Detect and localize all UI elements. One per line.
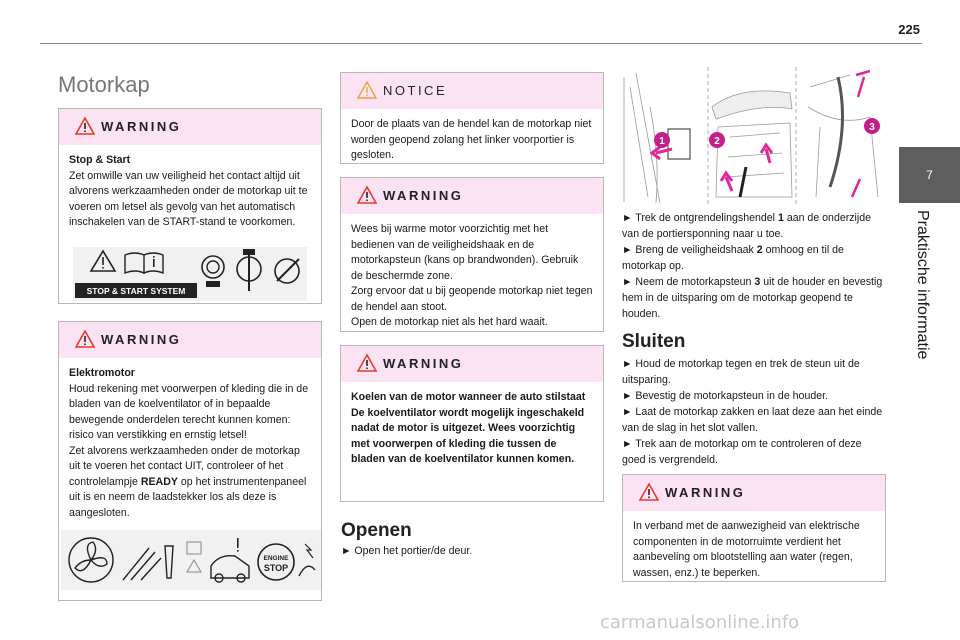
sluiten-steps: [622, 356, 886, 468]
warning-header: [341, 178, 603, 214]
chapter-tab[interactable]: 7: [899, 147, 960, 203]
warning-icon: [357, 186, 377, 204]
warning-box-hot-engine: [340, 177, 604, 332]
warning-text: Wees bij warme motor voorzichtig met het bedienen van de veiligheidshaak en de motorkapsteun (kans op brandwonden). Gebruik de beschermde zone. Zorg ervoor dat u bij geopende motorkap niet tegen de hendel aan stoot. Open de motorkap niet als het hard waait.: [351, 223, 593, 328]
callout-2: 2: [714, 136, 720, 147]
openen-step: ► Open het portier/de deur.: [341, 545, 473, 557]
hood-opening-drawing: [620, 67, 884, 207]
electric-motor-icon-strip: [61, 530, 321, 590]
notice-header: [341, 73, 603, 109]
engine-stop-line1: ENGINE: [263, 555, 289, 562]
sluiten-step: ► Trek aan de motorkap om te controleren of deze goed is vergrendeld.: [622, 438, 862, 466]
warning-text: In verband met de aanwezigheid van elektrische componenten in de motorruimte verdient het aanbeveling om blootstelling aan water (regen, wassen, enz.) te beperken.: [633, 520, 860, 579]
warning-icon: [75, 330, 95, 348]
warning-header: [623, 475, 885, 511]
warning-icon: [357, 354, 377, 372]
warning-icon: [639, 483, 659, 501]
opening-step-1: ► Trek de ontgrendelingshendel 1 aan de onderzijde van de portiersponning naar u toe.: [622, 212, 872, 240]
electric-motor-pictograms: [61, 530, 321, 590]
warning-header: [59, 109, 321, 145]
stop-start-icon-strip: [73, 247, 307, 301]
warning-label: WARNING: [101, 332, 182, 347]
openen-steps: [341, 543, 603, 559]
warning-icon: [75, 117, 95, 135]
warning-heading: Stop & Start: [69, 154, 131, 166]
warning-label: WARNING: [101, 119, 182, 134]
warning-label: WARNING: [383, 188, 464, 203]
warning-label: WARNING: [383, 356, 464, 371]
notice-icon: [357, 81, 377, 99]
footer-watermark[interactable]: carmanualsonline.info: [600, 612, 800, 633]
chapter-title: Praktische informatie: [914, 210, 931, 360]
stop-start-badge: STOP & START SYSTEM: [86, 286, 186, 296]
warning-box-stop-start: [58, 108, 322, 304]
warning-header: [59, 322, 321, 358]
warning-heading: Elektromotor: [69, 367, 135, 379]
stop-start-pictograms: [73, 247, 307, 301]
warning-box-electric-motor: [58, 321, 322, 601]
callout-3: 3: [869, 122, 875, 133]
opening-steps: [622, 210, 886, 322]
notice-text: Door de plaats van de hendel kan de motorkap niet worden geopend zolang het linker voorportier is gesloten.: [351, 118, 592, 161]
warning-header: [341, 346, 603, 382]
warning-text: Zet omwille van uw veiligheid het contact altijd uit alvorens werkzaamheden onder de motorkap uit te voeren om letsel als gevolg van het automatisch inschakelen van de START-stand te voorkomen.: [69, 169, 308, 228]
header-rule: [40, 43, 922, 44]
sluiten-step: ► Bevestig de motorkapsteun in de houder.: [622, 390, 829, 402]
sluiten-step: ► Laat de motorkap zakken en laat deze aan het einde van de slag in het slot vallen.: [622, 406, 883, 434]
warning-label: WARNING: [665, 485, 746, 500]
sluiten-step: ► Houd de motorkap tegen en trek de steun uit de uitsparing.: [622, 358, 860, 386]
page-number: 225: [898, 22, 920, 37]
page-title: Motorkap: [58, 72, 150, 97]
section-heading-sluiten: Sluiten: [622, 331, 686, 352]
warning-text: Houd rekening met voorwerpen of kleding die in de bladen van de koelventilator of in bepaalde bewegende onderdelen terecht kunnen komen: risico van verstikking en ernstig letsel! Zet alvorens werkzaamheden onder de motorkap uit te voeren het contact UIT, controleer of het controlelampje READY op het instrumentenpaneel uit is en neem de laadstekker los als deze is aangesloten.: [69, 382, 309, 519]
warning-box-water-exposure: [622, 474, 886, 582]
warning-text: Koelen van de motor wanneer de auto stilstaat De koelventilator wordt mogelijk ingeschakeld nadat de motor is uitgezet. Wees voorzichtig met voorwerpen of kleding die tussen de bladen van de koelventilator kunnen komen.: [351, 391, 586, 465]
hood-opening-illustration: [620, 67, 884, 207]
warning-box-cooling-fan: [340, 345, 604, 502]
section-heading-openen: Openen: [341, 520, 412, 541]
notice-label: NOTICE: [383, 83, 448, 98]
callout-1: 1: [659, 136, 665, 147]
notice-box: [340, 72, 604, 164]
opening-step-2: ► Breng de veiligheidshaak 2 omhoog en til de motorkap op.: [622, 244, 844, 272]
opening-step-3: ► Neem de motorkapsteun 3 uit de houder en bevestig hem in de uitsparing om de motorkap geopend te houden.: [622, 276, 883, 320]
engine-stop-line2: STOP: [263, 563, 289, 573]
